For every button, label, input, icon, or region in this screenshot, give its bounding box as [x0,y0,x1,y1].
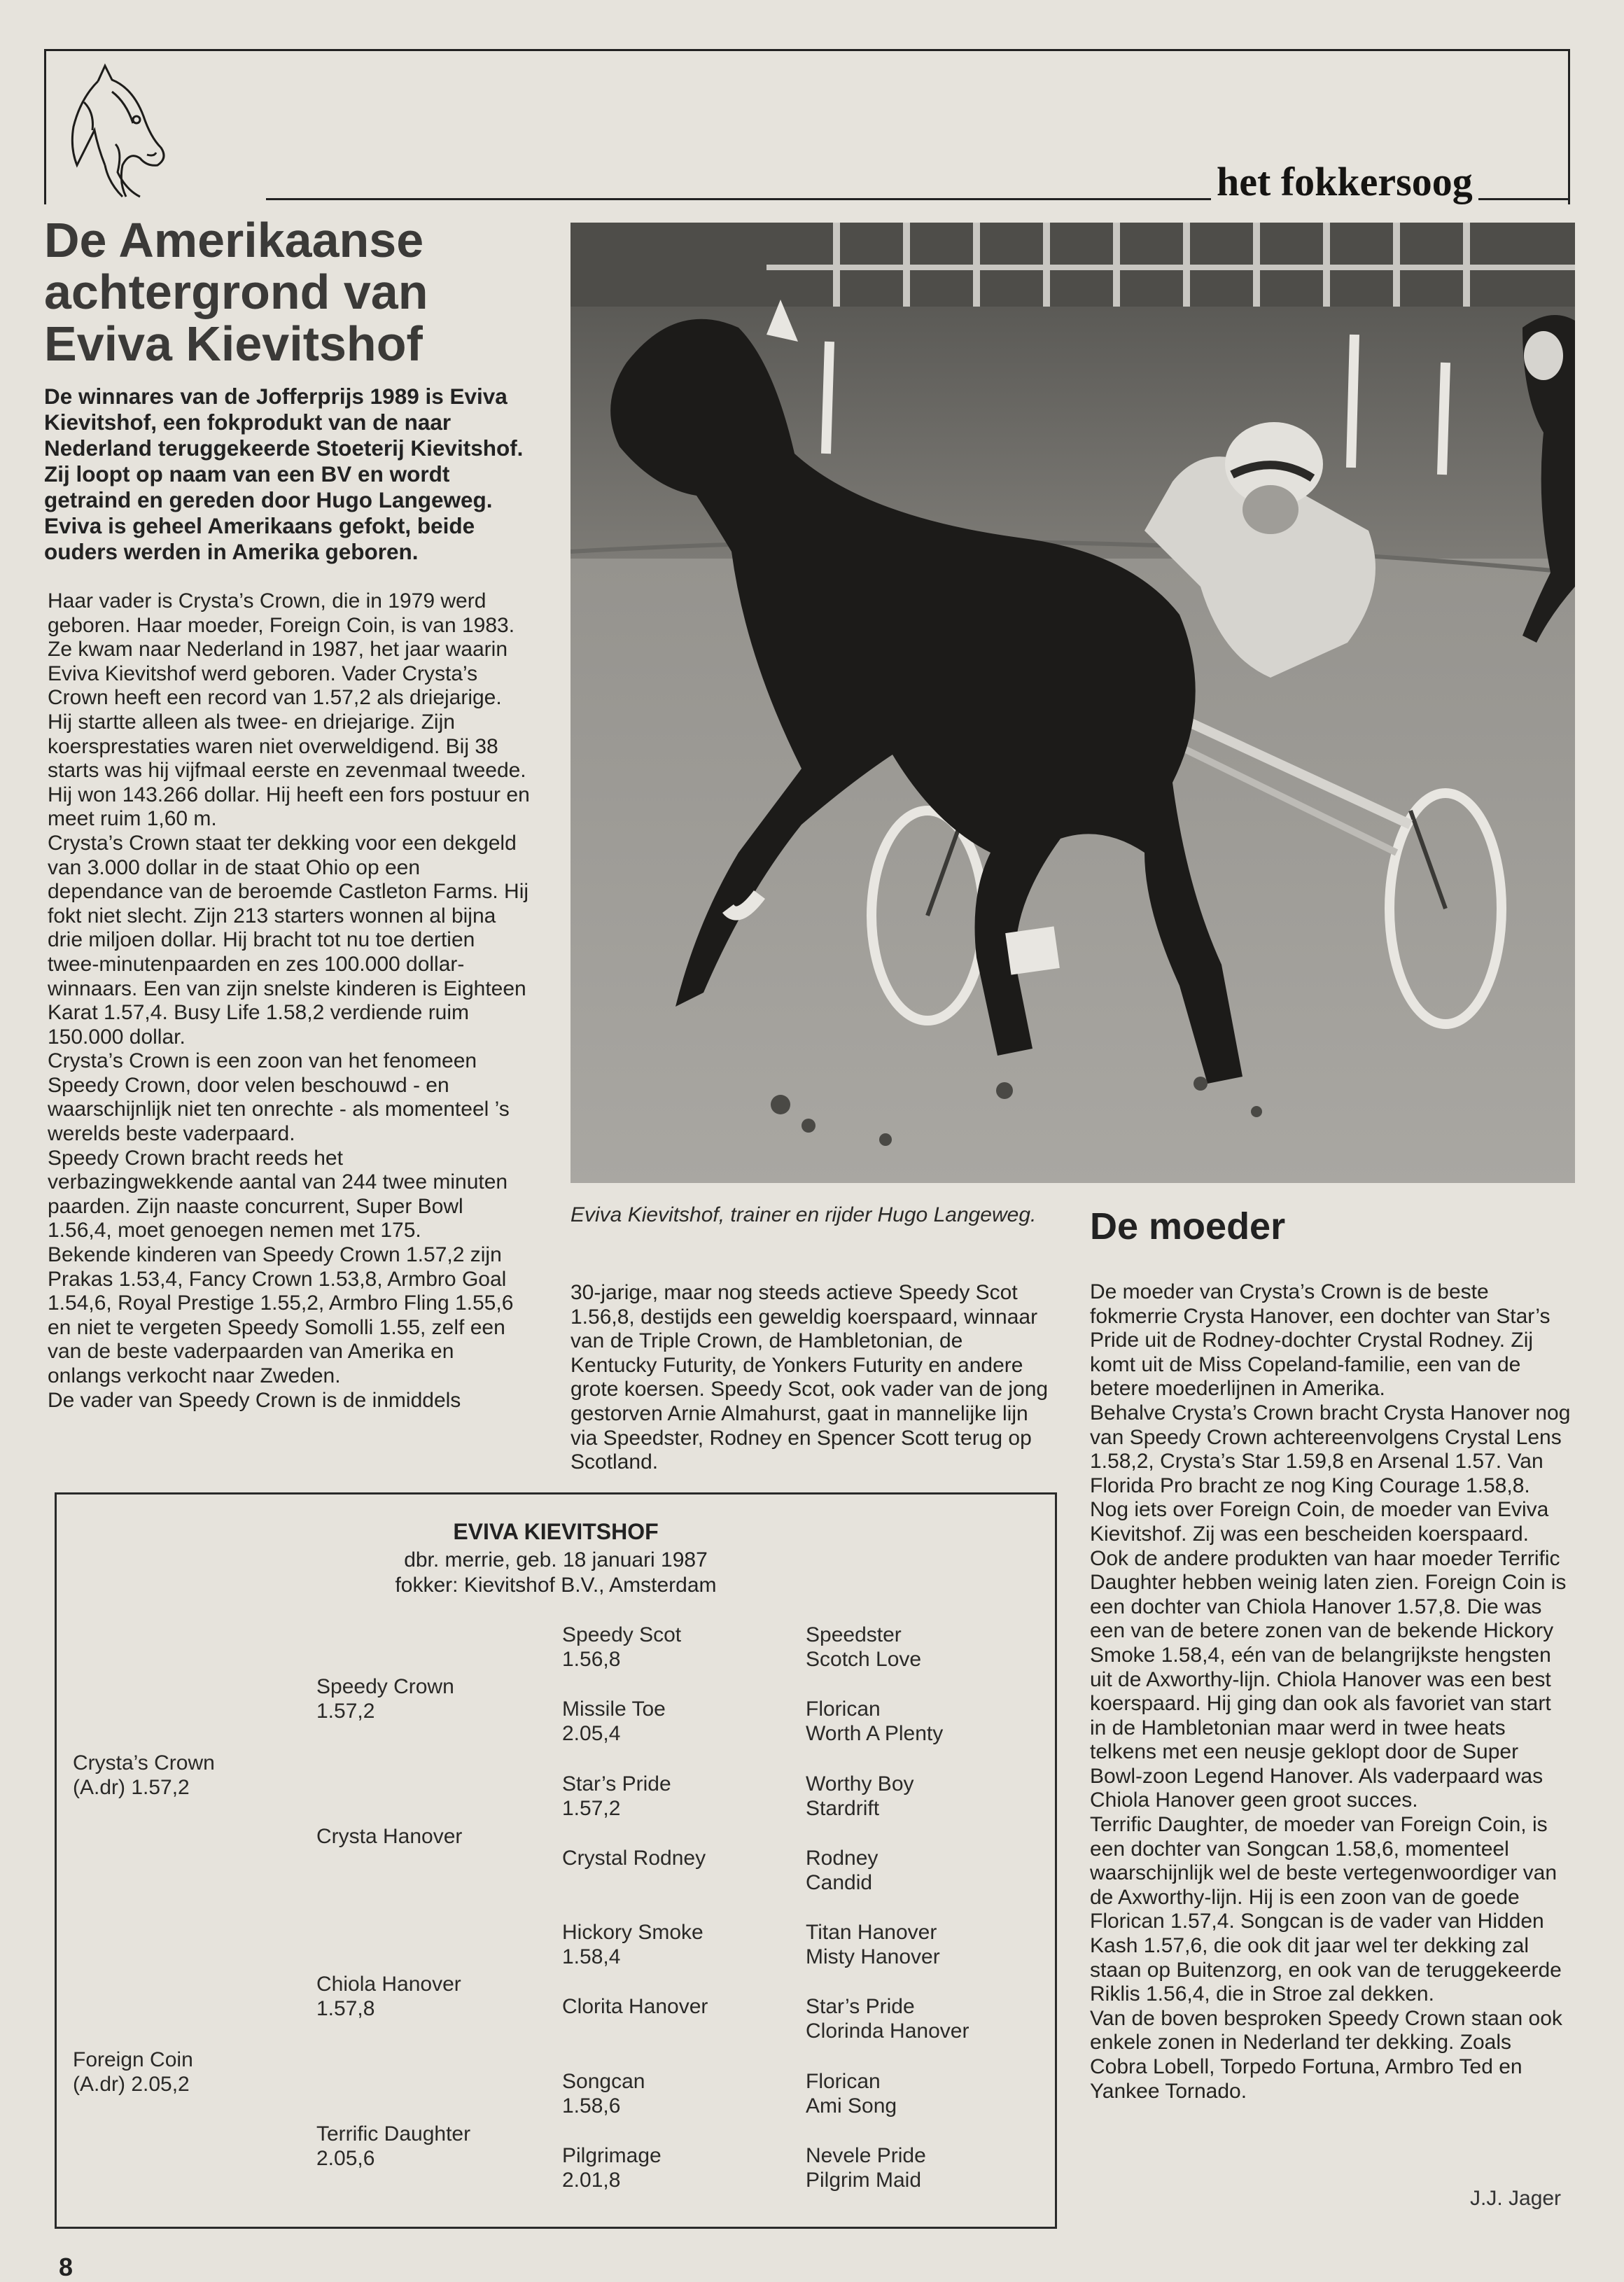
article-column-1: Haar vader is Crysta’s Crown, die in 1979 werd geboren. Haar moeder, Foreign Coin, is van 1983. Ze kwam naar Nederland in 1987, het jaar waarin Eviva Kievitshof werd geboren. Vader Crysta’s Crown heeft een record van 1.57,2 als driejarige. Hij startte alleen als twee- en driejarige. Zijn koersprestaties waren niet overweldigend. Bij 38 starts was hij vijfmaal eerste en zevenmaal tweede. Hij won 143.266 dollar. Hij heeft een fors postuur en meet ruim 1,60 m. Crysta’s Crown staat ter dekking voor een dekgeld van 3.000 dollar in de staat Ohio op een dependance van de beroemde Castleton Farms. Hij fokt niet slecht. Zijn 213 starters wonnen al bijna drie miljoen dollar. Hij bracht tot nu toe dertien twee-minutenpaarden en zes 100.000 dollar-winnaars. Een van zijn snelste kinderen is Eighteen Karat 1.57,4. Busy Life 1.58,2 verdiende ruim 150.000 dollar. Crysta’s Crown is een zoon van het fenomeen Speedy Crown, door velen beschouwd - en waarschijnlijk niet ten onrechte - als momenteel ’s werelds beste vaderpaard. Speedy Crown bracht reeds het verbazingwekkende aantal van 244 twee minuten paarden. Zijn naaste concurrent, Super Bowl 1.56,4, moet genoegen nemen met 175. Bekende kinderen van Speedy Crown 1.57,2 zijn Prakas 1.53,4, Fancy Crown 1.53,8, Armbro Goal 1.54,6, Royal Prestige 1.55,2, Armbro Fling 1.55,6 en niet te vergeten Speedy Somolli 1.55, zelf een van de beste vaderpaarden van Amerika en onlangs verkocht naar Zweden. De vader van Speedy Crown is de inmiddels [48,589,530,1412]
pedigree-gen4-entry: Florican Worth A Plenty [806,1698,944,1745]
pedigree-gen4-entry: Titan Hanover Misty Hanover [806,1921,940,1968]
pedigree-gen3-entry: Crystal Rodney [562,1847,706,1870]
pedigree-gen4-entry: Speedster Scotch Love [806,1623,922,1671]
pedigree-gen4-entry: Rodney Candid [806,1847,878,1894]
pedigree-gen4-entry: Nevele Pride Pilgrim Maid [806,2144,926,2192]
pedigree-box [55,1492,1057,2229]
pedigree-gen2-entry: Speedy Crown 1.57,2 [316,1675,454,1723]
article-column-2: 30-jarige, maar nog steeds actieve Speedy Scot 1.56,8, destijds een geweldig koerspaard, winnaar van de Triple Crown, de Hambletonian, de Kentucky Futurity, de Yonkers Futurity en andere grote koersen. Speedy Scot, ook vader van de jong gestorven Arnie Almahurst, gaat in mannelijke lijn via Speedster, Rodney en Spencer Scott terug op Scotland. [570,1281,1049,1474]
pedigree-description: dbr. merrie, geb. 18 januari 1987 [404,1548,708,1572]
pedigree-gen3-entry: Clorita Hanover [562,1995,708,2018]
section-subheading: De moeder [1090,1205,1286,1247]
pedigree-gen4-entry: Star’s Pride Clorinda Hanover [806,1995,969,2043]
pedigree-gen3-entry: Songcan 1.58,6 [562,2070,645,2118]
article-headline: De Amerikaanse achtergrond van Eviva Kievitshof [44,213,428,371]
pedigree-breeder: fokker: Kievitshof B.V., Amsterdam [395,1574,717,1597]
harness-racing-photo [570,223,1575,1183]
pedigree-gen2-entry: Terrific Daughter 2.05,6 [316,2122,471,2170]
author-signature: J.J. Jager [1470,2187,1562,2210]
article-lead: De winnares van de Jofferprijs 1989 is Eviva Kievitshof, een fokprodukt van de naar Nederland teruggekeerde Stoeterij Kievitshof. Zij loopt op naam van een BV en wordt getraind en gereden door Hugo Langeweg. Eviva is geheel Amerikaans gefokt, beide ouders werden in Amerika geboren. [44,384,524,564]
horse-head-logo-icon [56,60,178,200]
page-number: 8 [59,2253,74,2281]
article-column-3: De moeder van Crysta’s Crown is de beste fokmerrie Crysta Hanover, een dochter van Star’s Pride uit de Rodney-dochter Crystal Rodney. Zij komt uit de Miss Copeland-familie, een van de betere moederlijnen in Amerika. Behalve Crysta’s Crown bracht Crysta Hanover nog van Speedy Crown achtereenvolgens Crystal Lens 1.58,2, Crysta’s Star 1.59,8 en Arsenal 1.57. Van Florida Pro bracht ze nog King Courage 1.58,8. Nog iets over Foreign Coin, de moeder van Eviva Kievitshof. Zij was een bescheiden koerspaard. Ook de andere produkten van haar moeder Terrific Daughter hebben weinig laten zien. Foreign Coin is een dochter van Chiola Hanover 1.57,8. Die was een van de betere zonen van de bekende Hickory Smoke 1.58,4, eén van de belangrijkste hengsten uit de Axworthy-lijn. Chiola Hanover was een best koerspaard. Hij ging dan ook als favoriet van start in de Hambletonian maar werd in twee heats telkens met een neusje geklopt door de Super Bowl-zoon Legend Hanover. Als vaderpaard was Chiola Hanover geen groot succes. Terrific Daughter, de moeder van Foreign Coin, is een dochter van Songcan 1.58,6, momenteel waarschijnlijk wel de beste vertegenwoordiger van de Axworthy-lijn. Hij is een zoon van de goede Florican 1.57,4. Songcan is de vader van Hidden Kash 1.57,6, die ook dit jaar wel ter dekking zal staan op Buitenzorg, en ook van de teruggekeerde Riklis 1.56,4, die in Stroe zal dekken. Van de boven besproken Speedy Crown staan ook enkele zonen in Nederland ter dekking. Zoals Cobra Lobell, Torpedo Fortuna, Armbro Ted en Yankee Tornado. [1090,1280,1571,2103]
pedigree-gen4-entry: Worthy Boy Stardrift [806,1772,914,1820]
pedigree-gen3-entry: Speedy Scot 1.56,8 [562,1623,682,1671]
pedigree-dam: Foreign Coin (A.dr) 2.05,2 [73,2048,193,2096]
section-label: het fokkersoog [1211,158,1478,205]
pedigree-gen3-entry: Hickory Smoke 1.58,4 [562,1921,704,1968]
photo-caption: Eviva Kievitshof, trainer en rijder Hugo Langeweg. [570,1203,1037,1226]
pedigree-title: EVIVA KIEVITSHOF [453,1519,659,1544]
pedigree-gen3-entry: Missile Toe 2.05,4 [562,1698,666,1745]
pedigree-gen2-entry: Crysta Hanover [316,1825,463,1848]
pedigree-sire: Crysta’s Crown (A.dr) 1.57,2 [73,1751,215,1799]
pedigree-gen2-entry: Chiola Hanover 1.57,8 [316,1973,461,2020]
pedigree-gen3-entry: Star’s Pride 1.57,2 [562,1772,671,1820]
pedigree-gen3-entry: Pilgrimage 2.01,8 [562,2144,662,2192]
pedigree-gen4-entry: Florican Ami Song [806,2070,897,2118]
